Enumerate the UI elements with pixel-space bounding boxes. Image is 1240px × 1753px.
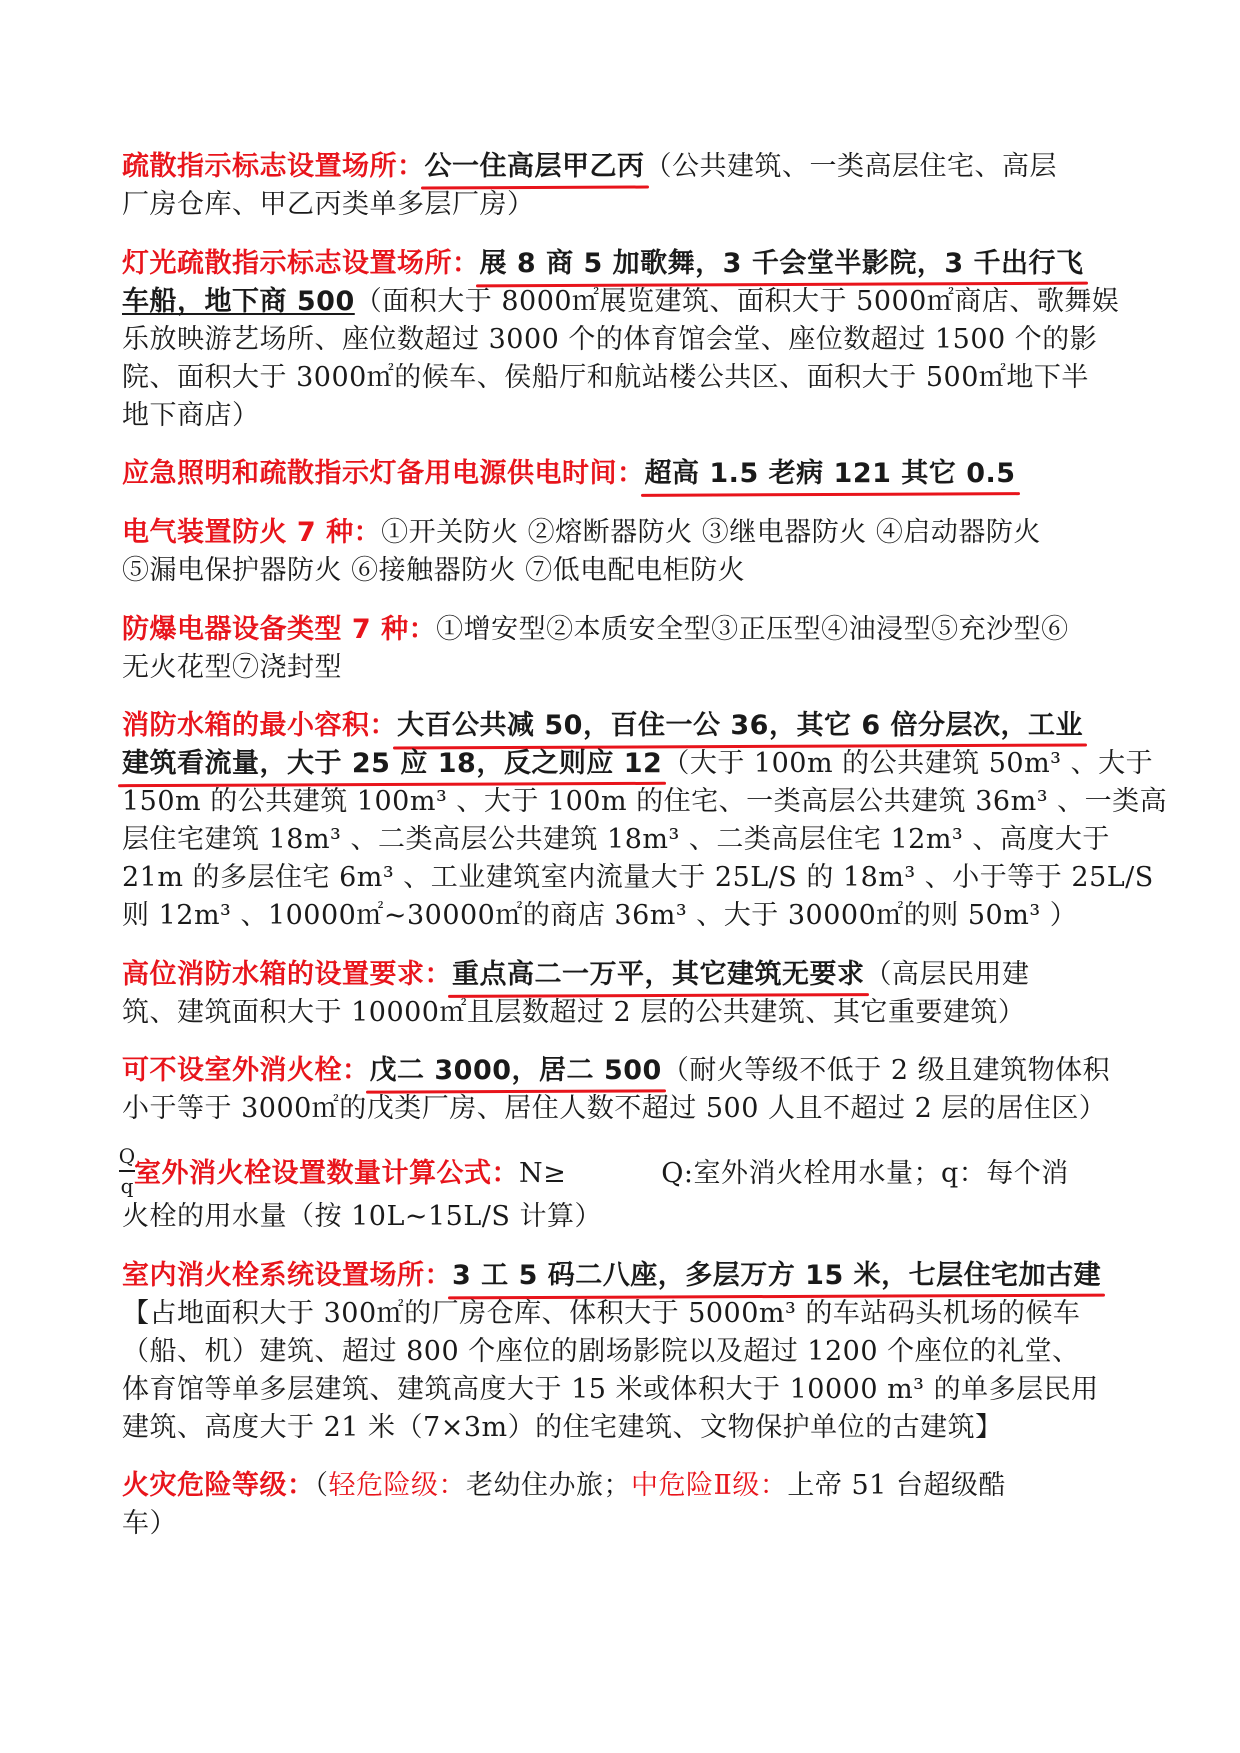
section-text: 筑、建筑面积大于 10000㎡且层数超过 2 层的公共建筑、其它重要建筑） [122, 997, 1026, 1028]
section-text-line [122, 897, 1077, 935]
section-text: 21m 的多层住宅 6m³ 、工业建筑室内流量大于 25L/S 的 18m³ 、小于等于 25L/S [122, 862, 1154, 893]
section-text: （船、机）建筑、超过 800 个座位的剧场影院以及超过 1200 个座位的礼堂、 [122, 1336, 1080, 1367]
section-text: （ [314, 1470, 329, 1501]
section-heading: 防爆电器设备类型 7 种： [122, 614, 437, 645]
section-outdoor-hydrant-formula-line-1 [134, 1155, 1069, 1193]
section-text: （公共建筑、一类高层住宅、高层 [644, 151, 1057, 182]
mnemonic-key: 大百公共减 50，百住一公 36，其它 6 倍分层次，工业 [397, 707, 1083, 745]
section-text: 无火花型⑦浇封型 [122, 652, 342, 683]
section-text: 层住宅建筑 18m³ 、二类高层公共建筑 18m³ 、二类高层住宅 12m³ 、高度大于 [122, 824, 1110, 855]
section-heading: 可不设室外消火栓： [122, 1055, 370, 1086]
section-text: ⑤漏电保护器防火 ⑥接触器防火 ⑦低电配电柜防火 [122, 555, 746, 586]
section-backup-power [122, 455, 1016, 493]
section-text-line [122, 1409, 1003, 1447]
section-text-line [122, 783, 1167, 821]
section-heading: 应急照明和疏散指示灯备用电源供电时间： [122, 458, 645, 489]
section-evac-sign-line-1 [122, 148, 1057, 186]
section-heading: 电气装置防火 7 种： [122, 517, 382, 548]
section-light-sign-line-1 [122, 245, 1084, 283]
section-text: 地下商店） [122, 400, 260, 431]
mnemonic-key: 车船，地下商 500 [122, 286, 355, 317]
section-water-tank-line-1 [122, 707, 1083, 745]
formula-text: N≥ [519, 1158, 567, 1189]
section-text-line [122, 821, 1110, 859]
mnemonic-key: 戊二 3000，居二 500 [370, 1052, 662, 1090]
section-electric-fire-line-2 [122, 552, 745, 590]
section-indoor-hydrant-line-1 [122, 1257, 1101, 1295]
section-text-line [122, 359, 1089, 397]
fraction-bar [119, 1170, 135, 1172]
section-heading: 室内消火栓系统设置场所： [122, 1260, 452, 1291]
section-text: 建筑、高度大于 21 米（7×3m）的住宅建筑、文物保护单位的古建筑】 [122, 1412, 1003, 1443]
mnemonic-key: 3 工 5 码二八座，多层万方 15 米，七层住宅加古建 [452, 1257, 1101, 1295]
section-high-tank-line-1 [122, 956, 1030, 994]
fraction-denominator: q [120, 1174, 134, 1198]
section-text: ①开关防火 ②熔断器防火 ③继电器防火 ④启动器防火 [381, 517, 1041, 548]
section-heading: 消防水箱的最小容积： [122, 710, 397, 741]
section-text: 车） [122, 1508, 177, 1539]
section-text: （耐火等级不低于 2 级且建筑物体积 [661, 1055, 1111, 1086]
section-text: Q:室外消火栓用水量；q：每个消 [661, 1158, 1069, 1189]
section-text-line [122, 397, 260, 435]
section-text: 厂房仓库、甲乙丙类单多层厂房） [122, 189, 535, 220]
hazard-level-label: 轻危险级： [328, 1470, 466, 1501]
section-text: 乐放映游艺场所、座位数超过 3000 个的体育馆会堂、座位数超过 1500 个的影 [122, 324, 1098, 355]
section-text: 火栓的用水量（按 10L~15L/S 计算） [122, 1201, 602, 1232]
section-electric-fire-line-1 [122, 514, 1041, 552]
section-no-outdoor-hydrant-line-2 [122, 1090, 1106, 1128]
section-text: 150m 的公共建筑 100m³ 、大于 100m 的住宅、一类高层公共建筑 36m³ 、一类高 [122, 786, 1168, 817]
section-text: （面积大于 8000㎡展览建筑、面积大于 5000㎡商店、歌舞娱 [354, 286, 1120, 317]
section-heading: 疏散指示标志设置场所： [122, 151, 425, 182]
section-text: 老幼住办旅； [466, 1470, 631, 1501]
section-text-line [122, 1333, 1080, 1371]
section-outdoor-hydrant-formula-line-2 [122, 1198, 602, 1236]
section-text: 则 12m³ 、10000㎡~30000㎡的商店 36m³ 、大于 30000㎡的则 50m³ ） [122, 900, 1078, 931]
fraction-numerator: Q [118, 1144, 136, 1168]
section-text: 体育馆等单多层建筑、建筑高度大于 15 米或体积大于 10000 m³ 的单多层民用 [122, 1374, 1099, 1405]
section-text: 上帝 51 台超级酷 [787, 1470, 1006, 1501]
section-text: 小于等于 3000㎡的戊类厂房、居住人数不超过 500 人且不超过 2 层的居住区） [122, 1093, 1107, 1124]
section-high-tank-line-2 [122, 994, 1025, 1032]
section-text-line [122, 1295, 1080, 1333]
section-text: （高层民用建 [864, 959, 1030, 990]
mnemonic-key: 重点高二一万平，其它建筑无要求 [452, 956, 865, 994]
section-explosion-proof-line-2 [122, 649, 342, 687]
mnemonic-key: 公一住高层甲乙丙 [425, 148, 645, 186]
section-text: ①增安型②本质安全型③正压型④油浸型⑤充沙型⑥ [436, 614, 1069, 645]
section-heading: 室外消火栓设置数量计算公式： [134, 1158, 519, 1189]
section-evac-sign-line-2 [122, 186, 535, 224]
section-water-tank-line-2 [122, 745, 1153, 783]
section-text-line [122, 859, 1154, 897]
section-heading: 火灾危险等级： [122, 1470, 315, 1501]
section-explosion-proof-line-1 [122, 611, 1069, 649]
section-no-outdoor-hydrant-line-1 [122, 1052, 1110, 1090]
section-text-line [122, 321, 1097, 359]
section-text-line [122, 1371, 1099, 1409]
mnemonic-key: 超高 1.5 老病 121 其它 0.5 [645, 455, 1016, 493]
section-heading: 高位消防水箱的设置要求： [122, 959, 452, 990]
mnemonic-key: 建筑看流量，大于 25 应 18，反之则应 12 [122, 745, 662, 783]
mnemonic-key: 展 8 商 5 加歌舞，3 千会堂半影院，3 千出行飞 [480, 245, 1084, 283]
section-light-sign-line-2 [122, 283, 1119, 321]
section-heading: 灯光疏散指示标志设置场所： [122, 248, 480, 279]
section-text: （大于 100m 的公共建筑 50m³ 、大于 [662, 748, 1154, 779]
section-fire-hazard-line-1 [122, 1467, 1006, 1505]
section-text: 院、面积大于 3000㎡的候车、侯船厅和航站楼公共区、面积大于 500㎡地下半 [122, 362, 1089, 393]
hazard-level-label: 中危险Ⅱ级： [631, 1470, 788, 1501]
section-text: 【占地面积大于 300㎡的厂房仓库、体积大于 5000m³ 的车站码头机场的候车 [122, 1298, 1081, 1329]
section-fire-hazard-line-2 [122, 1505, 177, 1543]
